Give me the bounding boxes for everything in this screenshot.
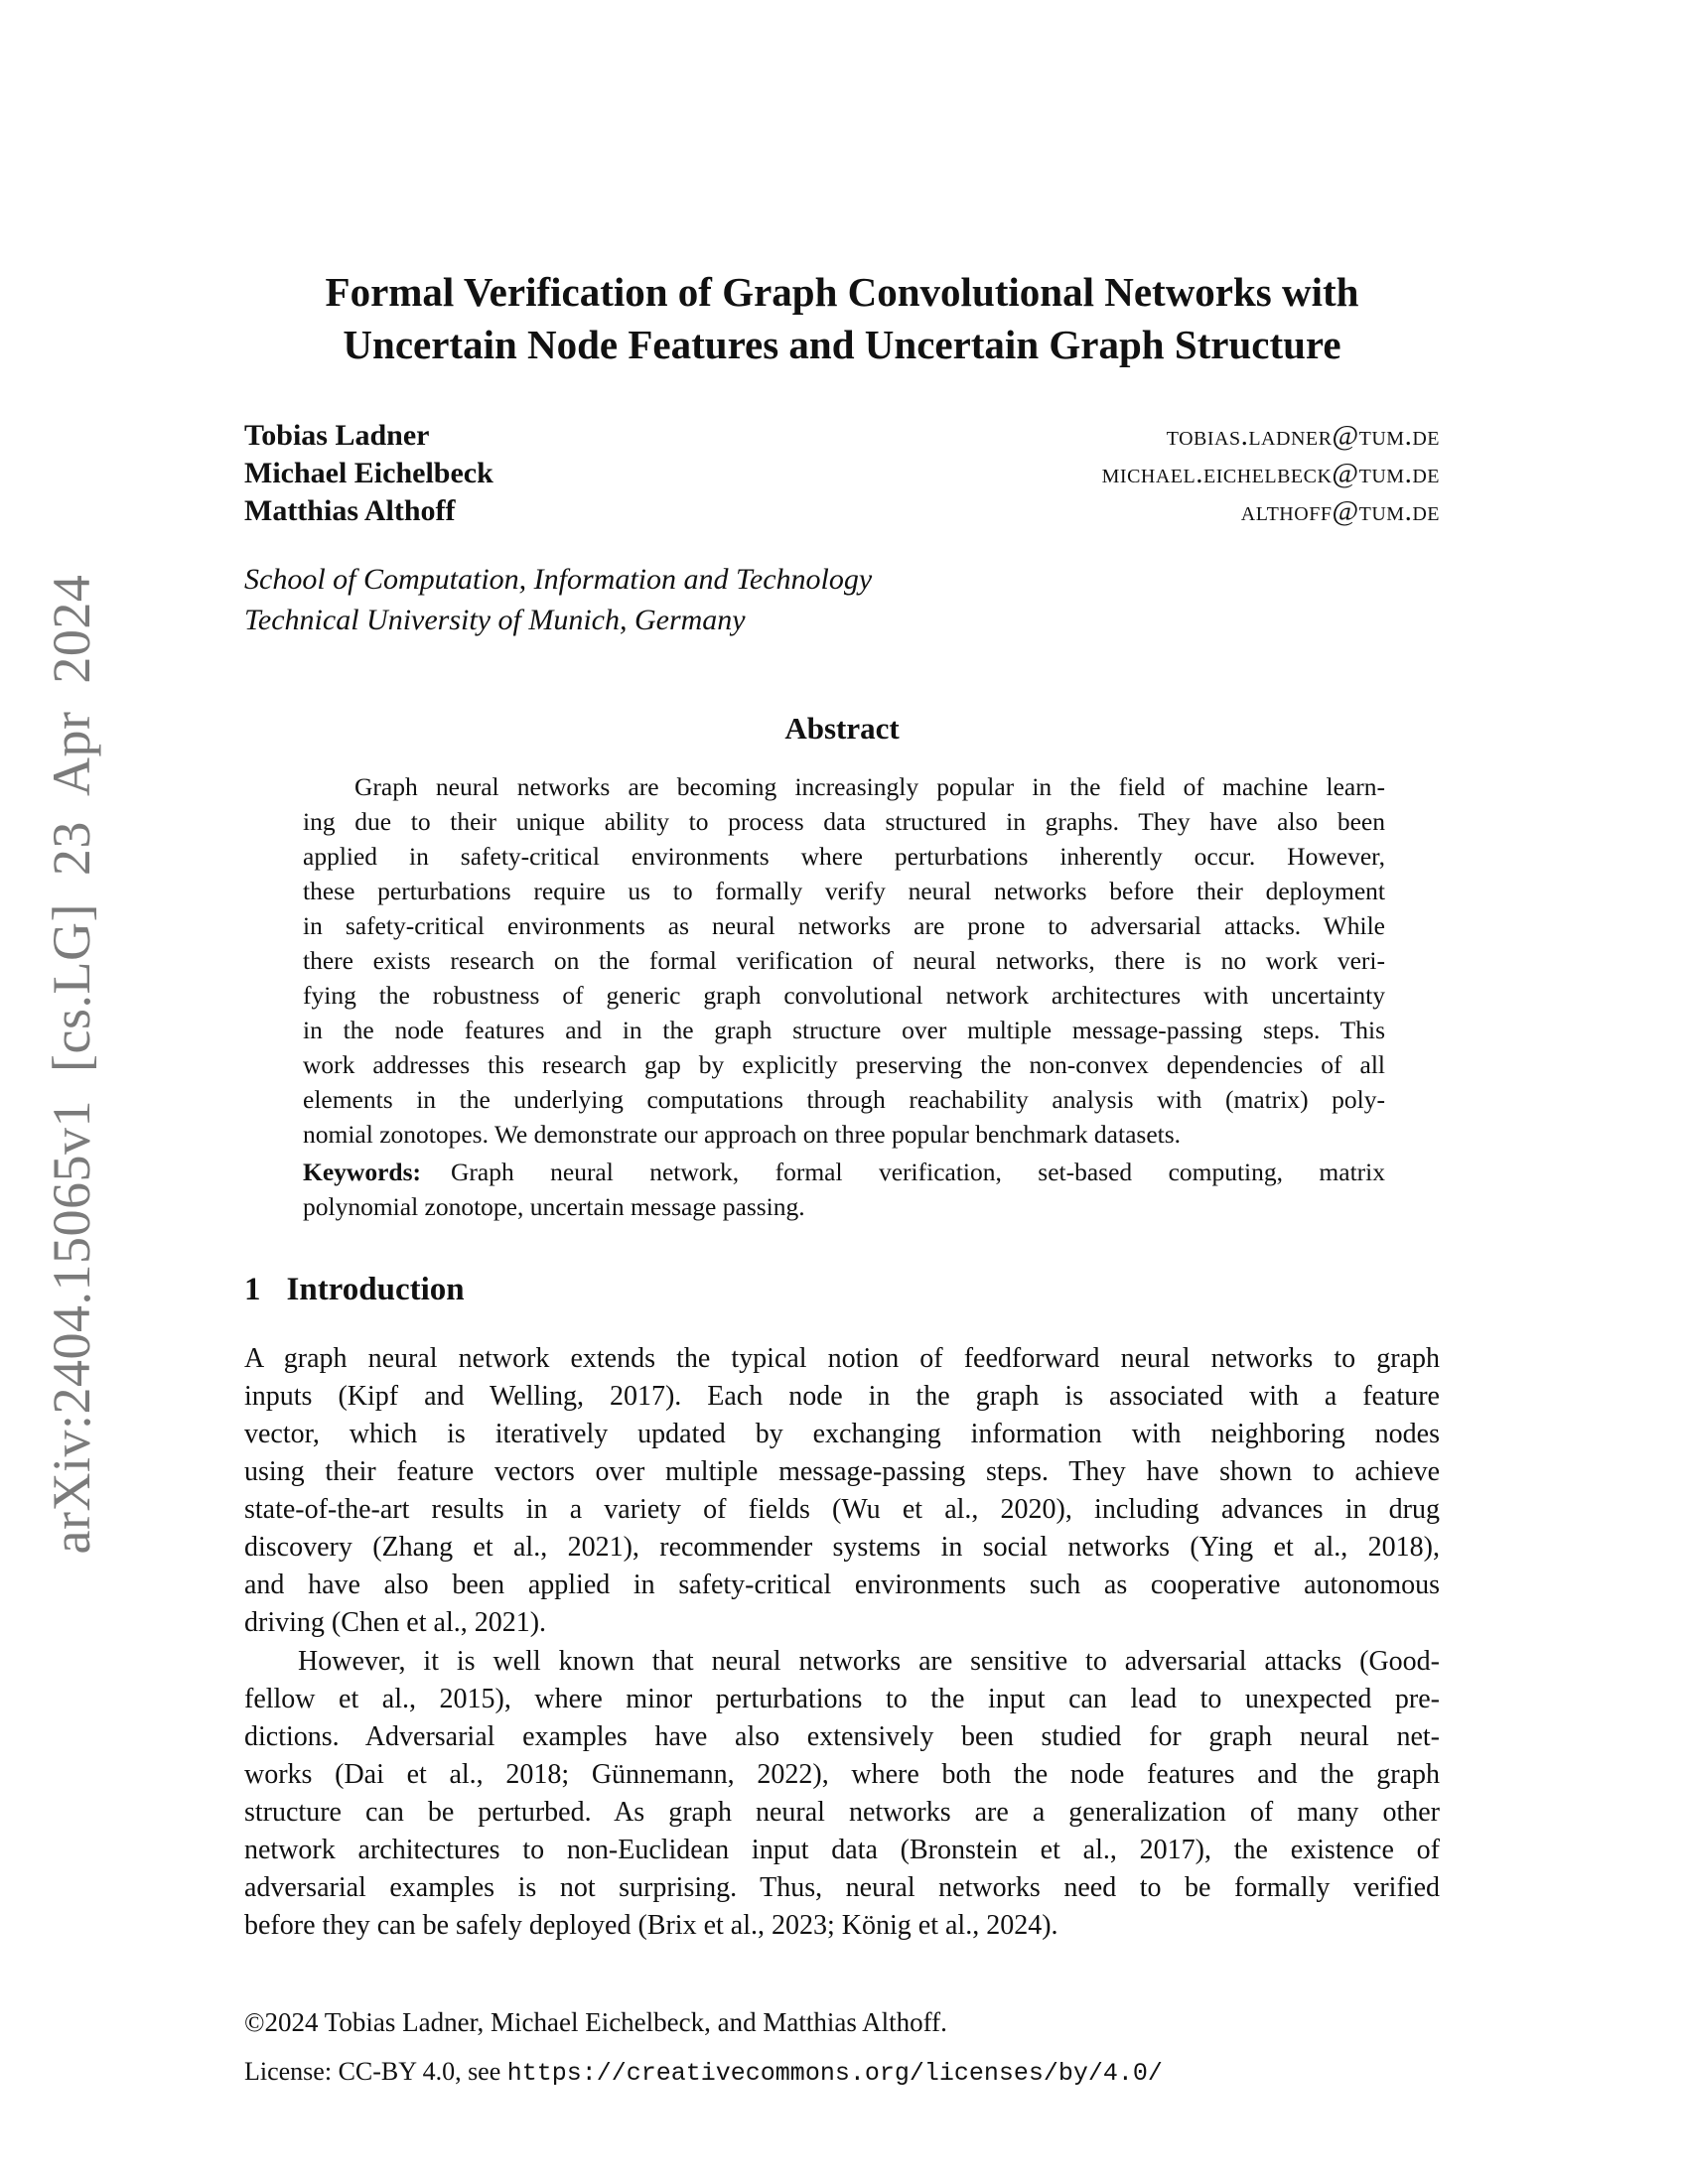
abstract-line: ing due to their unique ability to process data structured in graphs. They have also been <box>303 807 1385 836</box>
paragraph-line: and have also been applied in safety-critical environments such as cooperative autonomous <box>244 1570 1440 1600</box>
paragraph-line: works (Dai et al., 2018; Günnemann, 2022), where both the node features and the graph <box>244 1759 1440 1790</box>
abstract-line: elements in the underlying computations through reachability analysis with (matrix) poly- <box>303 1085 1385 1114</box>
abstract-heading: Abstract <box>784 711 900 746</box>
abstract-line: in safety-critical environments as neural networks are prone to adversarial attacks. While <box>303 911 1385 940</box>
abstract-line: applied in safety-critical environments where perturbations inherently occur. However, <box>303 842 1385 871</box>
abstract-line: work addresses this research gap by explicitly preserving the non-convex dependencies of all <box>303 1050 1385 1079</box>
license-text: License: CC-BY 4.0, see <box>244 2057 507 2086</box>
abstract-line: Graph neural networks are becoming increasingly popular in the field of machine learn- <box>354 772 1385 801</box>
paper-title-line2: Uncertain Node Features and Uncertain Graph Structure <box>343 322 1341 367</box>
affiliation <box>244 559 1440 640</box>
paper-title-line1: Formal Verification of Graph Convolutional Networks with <box>325 269 1359 315</box>
keywords-line <box>303 1155 1385 1189</box>
license-line <box>244 2057 1485 2088</box>
affiliation-line2: Technical University of Munich, Germany <box>244 604 746 636</box>
author-name: Tobias Ladner <box>244 419 430 452</box>
paragraph-line: state-of-the-art results in a variety of fields (Wu et al., 2020), including advances in drug <box>244 1494 1440 1525</box>
section-number: 1 <box>244 1272 261 1307</box>
paragraph-line: using their feature vectors over multiple message-passing steps. They have shown to achieve <box>244 1456 1440 1487</box>
introduction-paragraph-1 <box>244 1340 1440 1642</box>
introduction-paragraph-2 <box>244 1643 1440 1945</box>
abstract-line: in the node features and in the graph structure over multiple message-passing steps. This <box>303 1016 1385 1044</box>
keywords-label: Keywords: <box>303 1158 421 1186</box>
section-heading-introduction <box>244 1272 1440 1308</box>
keywords-block <box>303 1155 1385 1224</box>
author-email: althoff@tum.de <box>1240 495 1440 527</box>
author-row <box>244 417 1440 455</box>
paragraph-line: discovery (Zhang et al., 2021), recommender systems in social networks (Ying et al., 2018), <box>244 1532 1440 1563</box>
section-title: Introduction <box>286 1272 465 1307</box>
abstract-body <box>303 769 1385 1152</box>
paragraph-line: A graph neural network extends the typical notion of feedforward neural networks to graph <box>244 1343 1440 1374</box>
paragraph-line: before they can be safely deployed (Brix et al., 2023; König et al., 2024). <box>244 1910 1058 1941</box>
paragraph-line: However, it is well known that neural networks are sensitive to adversarial attacks (Good- <box>298 1646 1440 1677</box>
paper-title <box>244 266 1440 371</box>
paragraph-line: network architectures to non-Euclidean input data (Bronstein et al., 2017), the existence of <box>244 1835 1440 1865</box>
author-row <box>244 455 1440 492</box>
license-url[interactable]: https://creativecommons.org/licenses/by/4.0/ <box>506 2059 1163 2088</box>
keywords-text: Graph neural network, formal verification, set-based computing, matrix <box>450 1158 1385 1186</box>
author-name: Michael Eichelbeck <box>244 457 493 489</box>
paragraph-line: driving (Chen et al., 2021). <box>244 1607 547 1638</box>
author-block <box>244 417 1440 530</box>
paragraph-line: inputs (Kipf and Welling, 2017). Each node in the graph is associated with a feature <box>244 1381 1440 1412</box>
author-name: Matthias Althoff <box>244 494 456 527</box>
author-row <box>244 492 1440 530</box>
affiliation-line1: School of Computation, Information and Technology <box>244 563 873 596</box>
abstract-line: there exists research on the formal verification of neural networks, there is no work veri- <box>303 946 1385 975</box>
abstract-line: nomial zonotopes. We demonstrate our approach on three popular benchmark datasets. <box>303 1120 1182 1149</box>
copyright-text: ©2024 Tobias Ladner, Michael Eichelbeck, and Matthias Althoff. <box>244 2007 947 2037</box>
paragraph-line: dictions. Adversarial examples have also extensively been studied for graph neural net- <box>244 1721 1440 1752</box>
abstract-line: these perturbations require us to formally verify neural networks before their deployment <box>303 877 1385 905</box>
paragraph-line: fellow et al., 2015), where minor perturbations to the input can lead to unexpected pre- <box>244 1684 1440 1714</box>
paragraph-line: adversarial examples is not surprising. Thus, neural networks need to be formally verified <box>244 1872 1440 1903</box>
paragraph-line: vector, which is iteratively updated by exchanging information with neighboring nodes <box>244 1419 1440 1449</box>
abstract-line: fying the robustness of generic graph convolutional network architectures with uncertainty <box>303 981 1385 1010</box>
author-email: tobias.ladner@tum.de <box>1166 420 1440 452</box>
arxiv-watermark: arXiv:2404.15065v1 [cs.LG] 23 Apr 2024 <box>42 574 101 1555</box>
paragraph-line: structure can be perturbed. As graph neural networks are a generalization of many other <box>244 1797 1440 1828</box>
keywords-line: polynomial zonotope, uncertain message passing. <box>303 1192 805 1221</box>
author-email: michael.eichelbeck@tum.de <box>1101 458 1440 489</box>
